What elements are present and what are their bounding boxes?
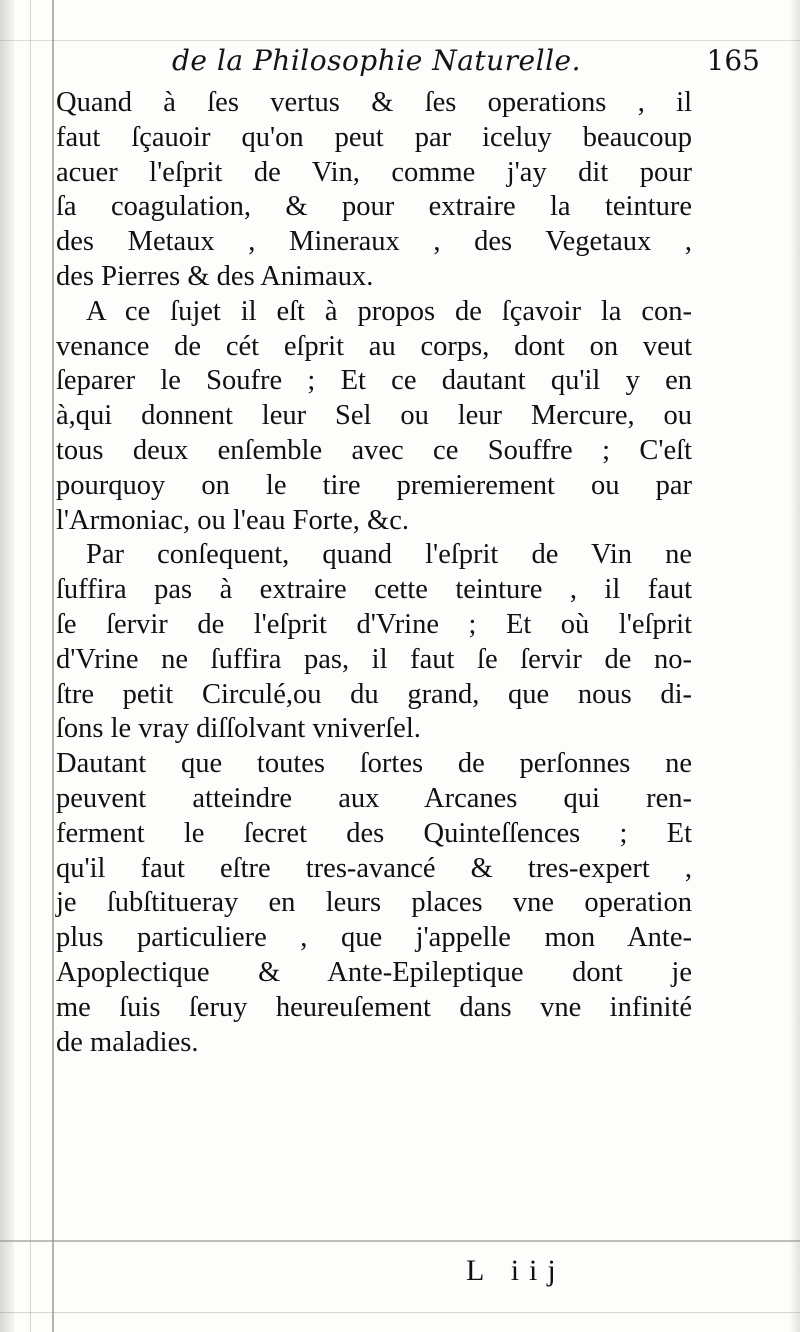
text-line: faut ſçauoir qu'on peut par iceluy beaucoup <box>56 121 692 153</box>
text-line: tous deux enſemble avec ce Souffre ; C'eſt <box>56 434 692 466</box>
text-line: ſtre petit Circulé,ou du grand, que nous di- <box>56 678 692 710</box>
page-number: 165 <box>706 44 760 77</box>
paragraph <box>56 295 692 539</box>
paragraph <box>56 538 692 747</box>
margin-rule <box>30 0 31 1332</box>
text-line: Quand à ſes vertus & ſes operations , il <box>56 87 692 118</box>
text-line: ſons le vray diſſolvant vniverſel. <box>56 713 421 745</box>
text-line: ſa coagulation, & pour extraire la teinture <box>56 191 692 223</box>
text-line: l'Armoniac, ou l'eau Forte, &c. <box>56 504 409 536</box>
text-line: plus particuliere , que j'appelle mon Ante- <box>56 922 692 954</box>
text-line: Par conſequent, quand l'eſprit de Vin ne <box>86 539 692 571</box>
text-line: qu'il faut eſtre tres-avancé & tres-expert , <box>56 852 692 884</box>
body-text <box>56 86 692 1060</box>
footer-rule <box>0 1240 800 1242</box>
text-line: acuer l'eſprit de Vin, comme j'ay dit pour <box>56 156 692 188</box>
page-header <box>60 44 760 84</box>
margin-rule <box>52 0 54 1332</box>
text-line: je ſubſtitueray en leurs places vne operation <box>56 887 692 919</box>
text-line: venance de cét eſprit au corps, dont on veut <box>56 330 692 362</box>
text-line: me ſuis ſeruy heureuſement dans vne infinité <box>56 991 692 1023</box>
text-line: ſuffira pas à extraire cette teinture , il faut <box>56 574 692 606</box>
text-line: Apoplectique & Ante-Epileptique dont je <box>56 956 692 988</box>
page-right-edge <box>790 0 800 1332</box>
page-left-edge <box>0 0 14 1332</box>
text-line: des Pierres & des Animaux. <box>56 260 374 292</box>
footer-rule <box>0 1312 800 1313</box>
text-line: de maladies. <box>56 1026 199 1058</box>
text-line: à,qui donnent leur Sel ou leur Mercure, ou <box>56 400 692 432</box>
paragraph <box>56 86 692 295</box>
text-line: A ce ſujet il eſt à propos de ſçavoir la con- <box>86 295 692 327</box>
header-rule <box>0 40 800 41</box>
signature-mark: L iij <box>466 1254 566 1287</box>
text-line: ferment le ſecret des Quinteſſences ; Et <box>56 817 692 849</box>
text-line: Dautant que toutes ſortes de perſonnes ne <box>56 748 692 780</box>
text-line: ſe ſervir de l'eſprit d'Vrine ; Et où l'eſprit <box>56 608 692 640</box>
text-line: ſeparer le Soufre ; Et ce dautant qu'il y en <box>56 365 692 397</box>
text-line: d'Vrine ne ſuffira pas, il faut ſe ſervir de no- <box>56 643 692 675</box>
text-line: peuvent atteindre aux Arcanes qui ren- <box>56 782 692 814</box>
paragraph <box>56 747 692 1060</box>
running-title: de la Philosophie Naturelle. <box>172 44 582 77</box>
text-line: pourquoy on le tire premierement ou par <box>56 469 692 501</box>
text-line: des Metaux , Mineraux , des Vegetaux , <box>56 226 692 258</box>
